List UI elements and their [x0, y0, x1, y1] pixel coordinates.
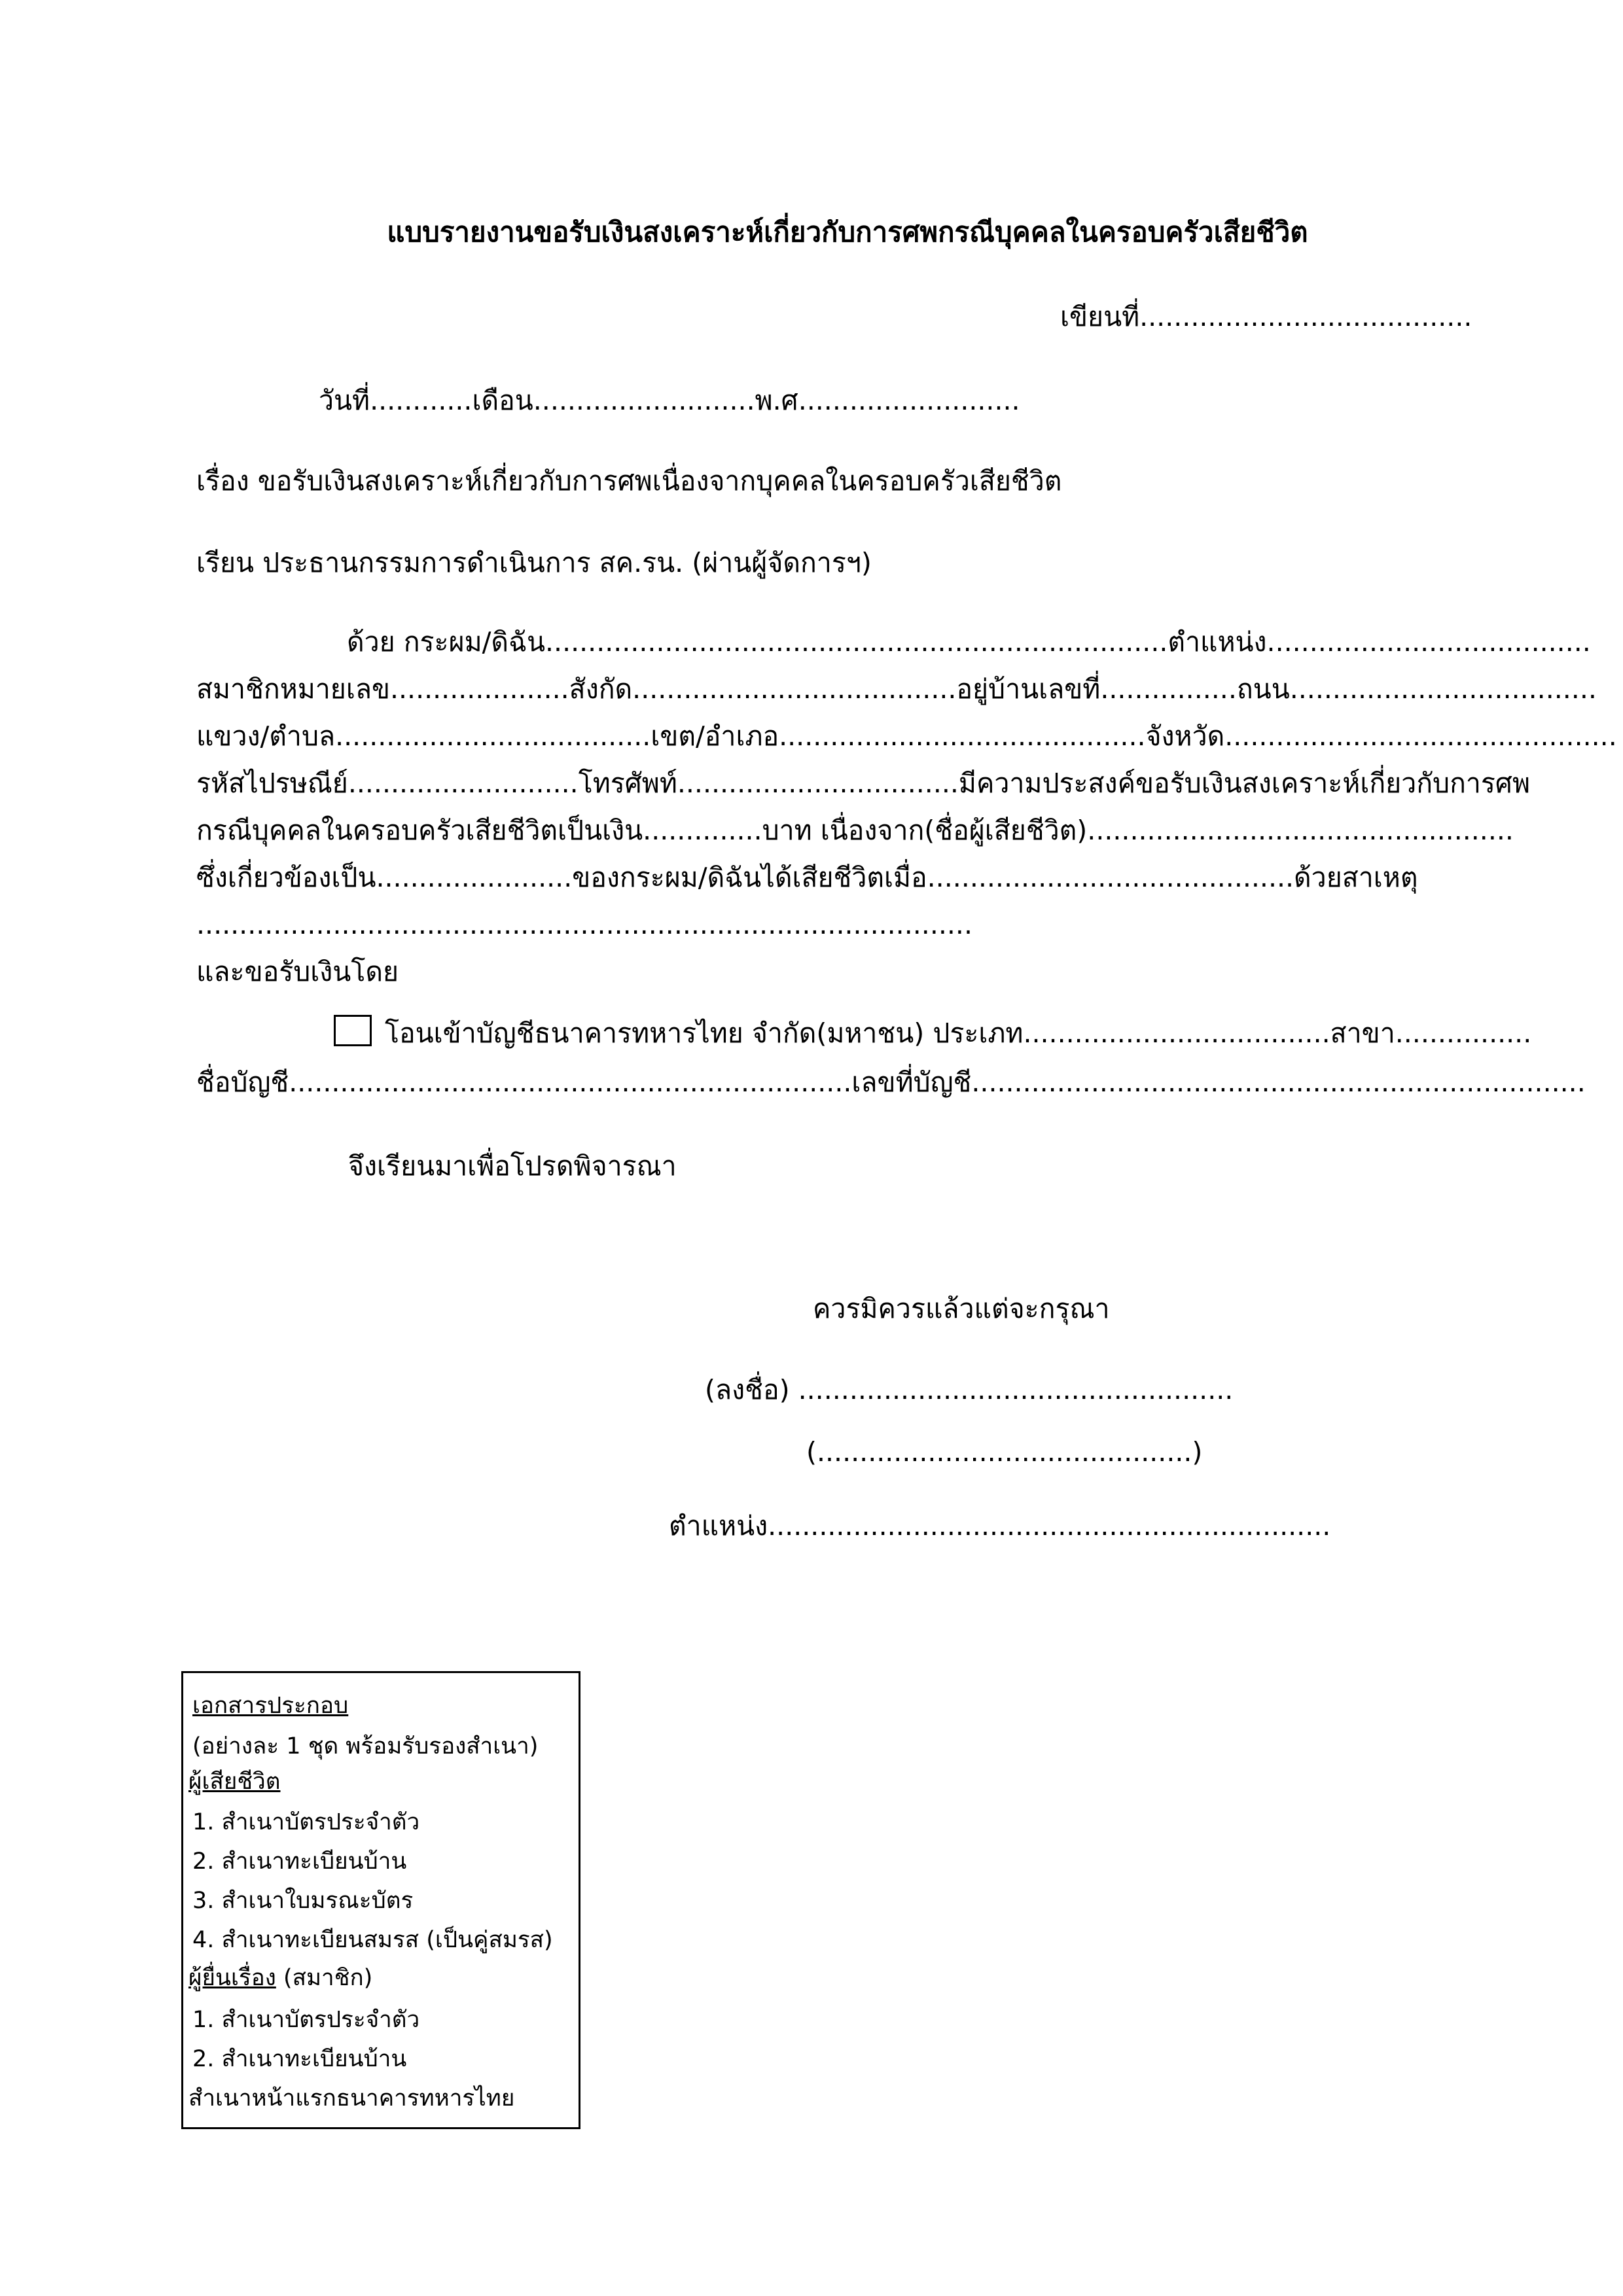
body-line-4[interactable]: รหัสไปรษณีย์...........................โทรศัพท์.................................มีความประสงค์ขอรับเงินสงเคราะห์เกี่ยวกับการศพ	[196, 768, 1530, 799]
closing-line: จึงเรียนมาเพื่อโปรดพิจารณา	[348, 1150, 677, 1182]
deceased-item: 3. สำเนาใบมรณะบัตร	[192, 1888, 414, 1914]
applicant-heading-line	[188, 1958, 372, 1998]
applicant-item: 2. สำเนาทะเบียนบ้าน	[192, 2046, 407, 2072]
deceased-item: 2. สำเนาทะเบียนบ้าน	[192, 1848, 407, 1875]
attachments-box	[181, 1671, 580, 2129]
consider-line: ควรมิควรแล้วแต่จะกรุณา	[813, 1293, 1110, 1324]
body-line-5[interactable]: กรณีบุคคลในครอบครัวเสียชีวิตเป็นเงิน..............บาท เนื่องจาก(ชื่อผู้เสียชีวิต)..................................................	[196, 815, 1514, 846]
account-line[interactable]: ชื่อบัญชี..................................................................เลขที่บัญชี........................................................................	[196, 1067, 1586, 1098]
bank-transfer-label: โอนเข้าบัญชีธนาคารทหารไทย จำกัด(มหาชน) ประเภท....................................สาขา................	[385, 1017, 1532, 1049]
deceased-heading: ผู้เสียชีวิต	[188, 1769, 281, 1795]
attachments-note: (อย่างละ 1 ชุด พร้อมรับรองสำเนา)	[192, 1733, 539, 1759]
deceased-item: 1. สำเนาบัตรประจำตัว	[192, 1809, 420, 1835]
subject-line: เรื่อง ขอรับเงินสงเคราะห์เกี่ยวกับการศพเนื่องจากบุคคลในครอบครัวเสียชีวิต	[196, 465, 1062, 497]
bank-copy-item: สำเนาหน้าแรกธนาคารทหารไทย	[188, 2085, 515, 2111]
addressee-line: เรียน ประธานกรรมการดำเนินการ สค.รน. (ผ่านผู้จัดการฯ)	[196, 547, 872, 578]
deceased-item: 4. สำเนาทะเบียนสมรส (เป็นคู่สมรส)	[192, 1927, 553, 1953]
signer-position-line[interactable]: ตำแหน่ง..................................................................	[669, 1510, 1331, 1542]
request-body	[196, 618, 1617, 995]
body-line-1[interactable]: ด้วย กระผม/ดิฉัน.........................................................................ตำแหน่ง......................................	[347, 626, 1591, 658]
form-title: แบบรายงานขอรับเงินสงเคราะห์เกี่ยวกับการศพกรณีบุคคลในครอบครัวเสียชีวิต	[387, 216, 1308, 248]
bank-transfer-checkbox[interactable]	[334, 1015, 372, 1046]
body-line-2[interactable]: สมาชิกหมายเลข.....................สังกัด......................................อยู่บ้านเลขที่................ถนน....................................	[196, 673, 1597, 705]
date-line[interactable]: วันที่............เดือน..........................พ.ศ..........................	[319, 385, 1020, 416]
body-line-8: และขอรับเงินโดย	[196, 956, 399, 987]
bank-transfer-option[interactable]	[334, 1012, 1531, 1055]
body-line-6[interactable]: ซึ่งเกี่ยวข้องเป็น.......................ของกระผม/ดิฉันได้เสียชีวิตเมื่อ...........................................ด้วยสาเหตุ	[196, 862, 1418, 893]
signature-line[interactable]: (ลงชื่อ) ...................................................	[705, 1374, 1234, 1405]
signer-name-line[interactable]: (............................................)	[806, 1436, 1203, 1468]
attachments-heading: เอกสารประกอบ	[192, 1693, 349, 1719]
applicant-item: 1. สำเนาบัตรประจำตัว	[192, 2007, 420, 2033]
body-line-7[interactable]: ...........................................................................................	[196, 909, 972, 940]
written-at-field[interactable]: เขียนที่.......................................	[1060, 301, 1472, 332]
body-line-3[interactable]: แขวง/ตำบล.....................................เขต/อำเภอ...........................................จังหวัด..............................................	[196, 720, 1617, 752]
applicant-suffix: (สมาชิก)	[276, 1965, 373, 1991]
applicant-heading: ผู้ยื่นเรื่อง	[188, 1965, 276, 1991]
